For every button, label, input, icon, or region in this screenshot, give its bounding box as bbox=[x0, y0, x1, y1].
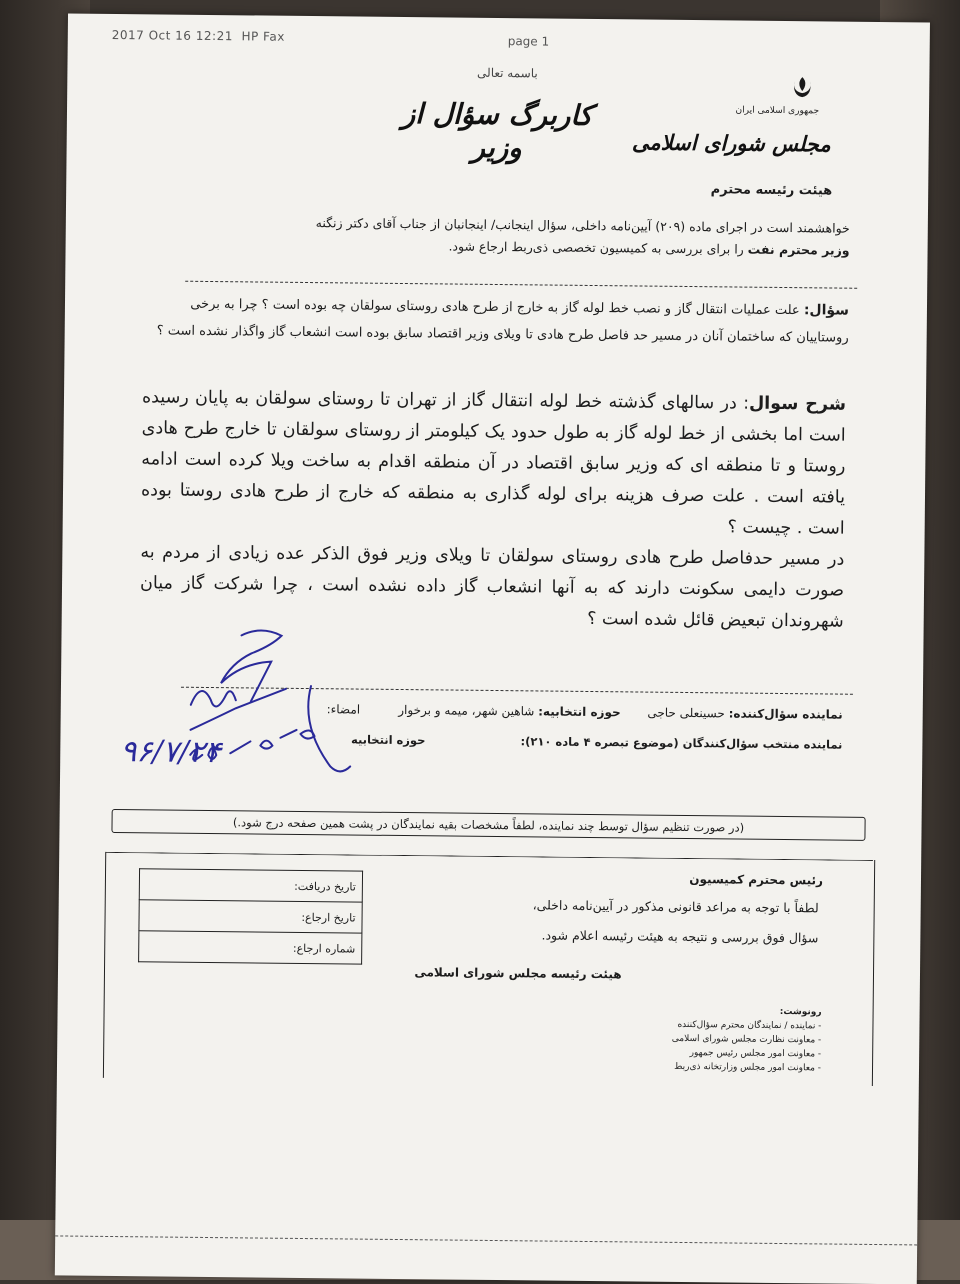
cc-item: - معاونت امور مجلس رئیس جمهور bbox=[689, 1048, 822, 1060]
multi-rep-note: (در صورت تنظیم سؤال توسط چند نماینده، لطفاً مشخصات بقیه نمایندگان در پشت همین صفحه درج شود.) bbox=[111, 809, 865, 841]
emblem-text-large: مجلس شورای اسلامی bbox=[631, 129, 831, 157]
representative-label: نماینده سؤال‌کننده: bbox=[728, 706, 843, 722]
cc-item: - معاونت امور مجلس وزارتخانه ذی‌ربط bbox=[674, 1061, 822, 1074]
cc-item: - نماینده / نمایندگان محترم سؤال‌کننده bbox=[677, 1019, 822, 1032]
fax-date: 2017 Oct 16 12:21 bbox=[111, 27, 233, 44]
district-value: شاهین شهر، میمه و برخوار bbox=[398, 702, 535, 719]
description-block bbox=[140, 382, 847, 637]
intro-paragraph bbox=[216, 211, 850, 262]
description-paragraph-2: در مسیر حدفاصل طرح هادی روستای سولقان تا ویلای وزیر فوق الذکر عده زیادی از مردم به صورت دایمی سکونت دارند که به آنها انشعاب گاز داده نشده است ، چرا شرکت گاز میان شهروندان تبعیض قائل شده است ؟ bbox=[139, 542, 845, 632]
district-label: حوزه انتخابیه: bbox=[538, 704, 621, 720]
selected-representative-row bbox=[340, 732, 842, 751]
document-page bbox=[55, 13, 930, 1284]
commission-title: رئیس محترم کمیسیون bbox=[689, 872, 824, 888]
question-label: سؤال: bbox=[803, 302, 850, 319]
commission-line-1: لطفاً با توجه به مراعد قانونی مذکور در آیین‌نامه داخلی، bbox=[532, 897, 819, 916]
referral-form-table bbox=[138, 868, 363, 964]
basmala: باسمه تعالی bbox=[477, 65, 538, 81]
minister-title: وزیر محترم نفت bbox=[747, 241, 850, 258]
intro-line-1: خواهشمند است در اجرای ماده (۲۰۹) آیین‌نامه داخلی، سؤال اینجانب/ اینجانبان از جناب آقای دکتر زنگنه bbox=[315, 215, 850, 236]
divider-top bbox=[185, 281, 857, 289]
referral-number-field: شماره ارجاع: bbox=[139, 931, 362, 964]
intro-line-2-rest: را برای بررسی به کمیسیون تخصصی ذی‌ربط ارجاع شود. bbox=[448, 238, 748, 257]
commission-line-2: سؤال فوق بررسی و نتیجه به هیئت رئیسه اعلام شود. bbox=[541, 927, 819, 946]
description-text-1: : در سالهای گذشته خط لوله انتقال گاز از تهران تا روستای سولقان به پایان رسیده است اما بخشی از خط لوله گاز به طول حدود یک کیلومتر از روستای سولقان تا خارج طرح هادی روستا و تا منطقه ای که وزیر سابق اقتصاد در آن منطقه اقدام به ساخت ویلا کرده است ادامه یافته است . علت صرف هزینه برای لوله گذاری به منطقه که خارج از طرح هادی روستا بوده است . چیست ؟ bbox=[140, 387, 846, 539]
cc-list bbox=[671, 1004, 821, 1076]
commission-text bbox=[398, 889, 819, 953]
page-number: page 1 bbox=[507, 34, 550, 49]
question-block bbox=[145, 290, 850, 351]
form-title: کاربرگ سؤال از وزیر bbox=[401, 96, 593, 165]
divider-bottom bbox=[55, 1235, 917, 1245]
commission-signer: هیئت رئیسه مجلس شورای اسلامی bbox=[414, 965, 622, 982]
signature-label: امضاء: bbox=[326, 702, 361, 717]
description-paragraph-1 bbox=[141, 382, 847, 544]
signature-date: ۹۶/۷/۲۴ bbox=[120, 734, 222, 771]
representative-name: حسینعلی حاجی bbox=[647, 705, 725, 721]
question-text: علت عملیات انتقال گاز و نصب خط لوله گاز به خارج از طرح هادی روستای سولقان چه بوده است ؟ چرا به برخی روستاییان که ساختمان آنان در مسیر حد فاصل طرح هادی تا ویلای وزیر اقتصاد سابق بوده است انشعاب گاز واگذار نشده است ؟ bbox=[156, 296, 849, 346]
fax-source: HP Fax bbox=[241, 29, 285, 44]
fax-header bbox=[112, 28, 285, 44]
receipt-date-field: تاریخ دریافت: bbox=[139, 869, 362, 902]
selected-representative-label: نماینده منتخب سؤال‌کنندگان (موضوع تبصره ۴ ماده ۲۱۰): bbox=[520, 734, 843, 752]
addressee: هیئت رئیسه محترم bbox=[710, 182, 833, 199]
majlis-emblem-logo bbox=[631, 72, 837, 173]
description-label: شرح سوال bbox=[748, 393, 847, 415]
selected-district-label: حوزه انتخابیه bbox=[350, 732, 426, 748]
emblem-text-small: جمهوری اسلامی ایران bbox=[735, 105, 820, 117]
cc-item: - معاونت نظارت مجلس شورای اسلامی bbox=[671, 1033, 822, 1046]
cc-title: رونوشت: bbox=[779, 1006, 822, 1018]
referral-date-field: تاریخ ارجاع: bbox=[139, 900, 362, 933]
